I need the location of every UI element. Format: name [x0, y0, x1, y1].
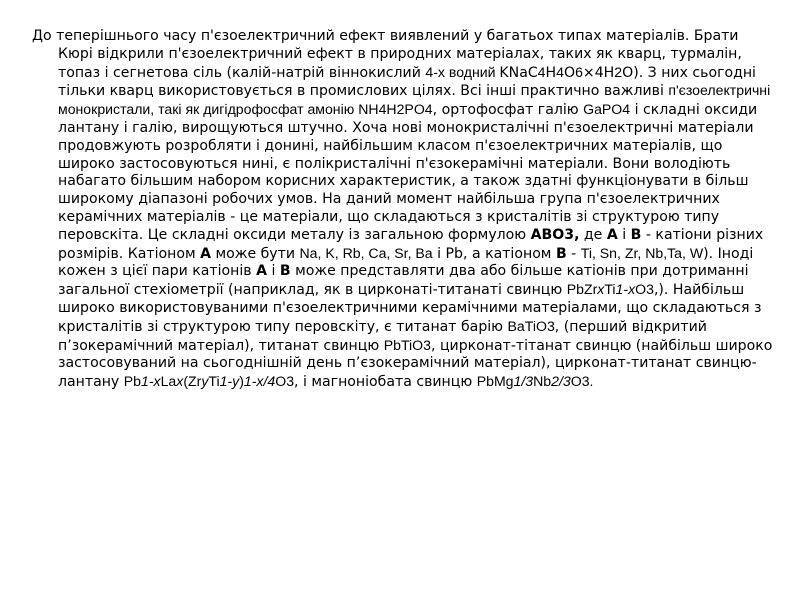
formula-run: O: [622, 64, 634, 81]
formula-run: y: [201, 373, 209, 390]
formula-run: O3: [275, 373, 295, 390]
formula-run: 2/3: [551, 373, 571, 390]
text-run: і: [267, 263, 280, 280]
text-run: , і магноніобата свинцю: [294, 374, 477, 391]
text-run: ). Іноді кожен з цієї пари катіонів: [58, 245, 754, 280]
formula-run: Na, K, Rb, Ca, Sr, Ba: [299, 244, 433, 261]
formula-run: B: [555, 245, 567, 262]
formula-run: x: [176, 373, 184, 390]
formula-run: BaTiO3: [507, 317, 555, 334]
text-run: і складні оксиди лантану і галію, вирощуються штучно. Хоча нові монокристалічні п'єзоелектричні матеріали продовжують розробляти і донині, найбільшим класом п'єзоелектричних матеріалів, що широко застосовуються нині, є полікристалічні п'єзокерамічні матеріали. Вони володіють набагато більшим набором корисних характеристик, а також здатні функціонувати в більш широкому діапазоні робочих умов. На даний момент найбільша група п'єзоелектричних керамічних матеріалів - це матеріали, що складаються з кристалітів зі структурою типу перовскіта. Це складні оксиди металу із загальною формулою: [58, 102, 758, 243]
body-paragraph: [32, 28, 776, 392]
formula-run: A: [606, 226, 618, 243]
text-run: , ортофосфат галію: [432, 102, 584, 119]
formula-run: Pb: [123, 373, 141, 390]
formula-run: 2: [614, 63, 623, 80]
text-run: і: [432, 245, 446, 262]
formula-run: 1-x/4: [243, 373, 276, 390]
formula-run: Ti: [208, 373, 220, 390]
formula-run: ABO3,: [530, 226, 580, 243]
formula-run: ): [239, 373, 244, 390]
formula-run: x: [597, 281, 605, 298]
text-run: може бути: [211, 245, 300, 262]
formula-run: Ti, Sn, Zr, Nb,Ta, W: [580, 244, 704, 261]
formula-run: NH4H2PO4: [358, 101, 433, 118]
formula-run: A: [256, 263, 267, 280]
formula-run: B: [630, 226, 642, 243]
formula-run: O: [563, 64, 576, 81]
formula-run: 1-y: [219, 373, 240, 390]
formula-run: GaPO4: [583, 101, 631, 118]
formula-run: PbTiO3: [383, 336, 431, 353]
text-run: де: [579, 226, 607, 243]
formula-run: O3.: [570, 373, 594, 390]
text-run: 4-х водний: [425, 63, 500, 80]
text-run: і: [617, 226, 631, 243]
formula-run: (Zr: [183, 373, 202, 390]
formula-run: Ti: [604, 281, 616, 298]
formula-run: ×4H: [582, 64, 615, 81]
text-run: До теперішнього часу п'єзоелектричний ефект виявлений у багатьох типах матеріалів. Брати Кюрі відкрили п'єзоелектричний ефект в природних матеріалах, таких як кварц, турмалін, топаз і сегнетова сіль (калій-натрій віннокислий: [32, 28, 742, 81]
formula-run: 1-x: [615, 281, 636, 298]
formula-run: Pb: [445, 245, 463, 262]
text-run: , а катіоном: [463, 245, 556, 262]
text-run: - катіони різних розмірів. Катіоном: [58, 226, 764, 262]
formula-run: A: [200, 245, 212, 262]
text-run: ,). Найбільш широко використовуваними п'єзоелектричними керамічними матеріалами, що складаються з кристалітів зі структурою типу перовскіту, є титанат барію: [58, 282, 762, 335]
formula-run: 1-x: [141, 373, 161, 390]
text-run: ). З них сьогодні тільки кварц використовується в промислових цілях. Всі інші практично важливі: [58, 64, 756, 100]
formula-run: 6: [575, 63, 583, 80]
text-run: -: [566, 245, 581, 262]
text-run: , (перший відкритий п’зокерамічний матеріал), титанат свинцю: [58, 318, 707, 354]
formula-run: B: [279, 263, 291, 280]
formula-run: 4: [556, 63, 564, 80]
formula-run: Nb: [533, 373, 552, 390]
formula-run: PbZr: [566, 281, 598, 298]
formula-run: KNaC: [499, 64, 538, 81]
formula-run: 4: [537, 63, 546, 80]
formula-run: O3: [635, 281, 654, 298]
text-run: п'єзоелектричні монокристали, такі як дигідрофосфат амонію: [58, 82, 771, 118]
formula-run: La: [160, 373, 177, 390]
text-run: може представляти два або більше катіонів при дотриманні загальної стехіометрії (наприклад, як в цирконаті-титанаті свинцю: [58, 263, 749, 299]
formula-run: H: [545, 64, 557, 81]
formula-run: PbMg: [476, 373, 514, 390]
text-run: , цирконат-тітанат свинцю (найбільш широко застосовуваний на сьогоднішній день п’єзокерамічний матеріал), цирконат-титанат свинцю-лантану: [58, 337, 773, 391]
formula-run: 1/3: [513, 373, 534, 390]
